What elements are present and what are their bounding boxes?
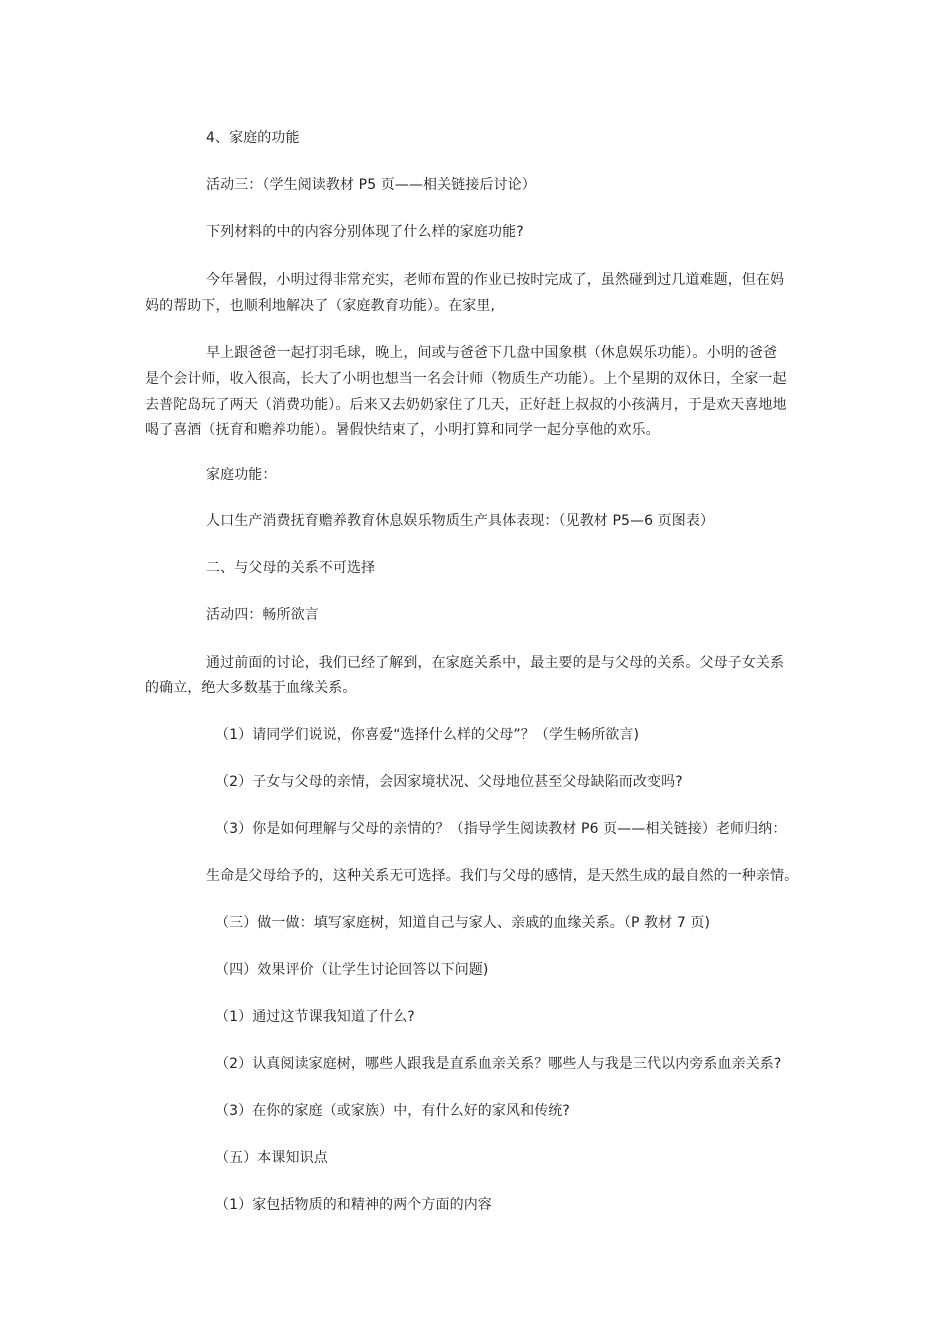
section-heading-parents: 二、与父母的关系不可选择 [206,560,376,576]
family-functions-label: 家庭功能： [206,467,277,483]
story-paragraph-line: 妈的帮助下，也顺利地解决了（家庭教育功能）。在家里, [145,298,496,314]
story-paragraph-line: 今年暑假，小明过得非常充实，老师布置的作业已按时完成了，虽然碰到过几道难题，但在妈 [206,272,785,288]
story-paragraph-line: 去普陀岛玩了两天（消费功能）。后来又去奶奶家住了几天，正好赶上叔叔的小孩满月，于是欢天喜地地 [145,397,787,413]
section-heading-family-functions: 4、家庭的功能 [206,130,300,146]
discussion-paragraph-line: 通过前面的讨论，我们已经了解到，在家庭关系中，最主要的是与父母的关系。父母子女关系 [206,655,785,671]
question-item: （2）子女与父母的亲情，会因家境状况、父母地位甚至父母缺陷而改变吗? [215,774,683,790]
story-paragraph-line: 早上跟爸爸一起打羽毛球，晚上，间或与爸爸下几盘中国象棋（休息娱乐功能）。小明的爸爸 [206,345,778,361]
section-heading-evaluation: （四）效果评价（让学生讨论回答以下问题) [215,962,489,978]
summary-paragraph: 生命是父母给予的，这种关系无可选择。我们与父母的感情，是天然生成的最自然的一种亲情。 [206,868,799,884]
evaluation-item: （2）认真阅读家庭树，哪些人跟我是直系血亲关系？哪些人与我是三代以内旁系血亲关系? [215,1056,782,1072]
activity-three-paragraph: 活动三：（学生阅读教材 P5 页——相关链接后讨论） [206,177,536,193]
story-paragraph-line: 喝了喜酒（抚育和赡养功能）。暑假快结束了，小明打算和同学一起分享他的欢乐。 [145,422,660,438]
question-paragraph: 下列材料的中的内容分别体现了什么样的家庭功能? [206,224,524,240]
evaluation-item: （3）在你的家庭（或家族）中，有什么好的家风和传统? [215,1103,570,1119]
knowledge-point-item: （1）家包括物质的和精神的两个方面的内容 [215,1197,492,1213]
question-item: （3）你是如何理解与父母的亲情的？（指导学生阅读教材 P6 页——相关链接）老师归纳： [215,821,787,837]
section-heading-knowledge-points: （五）本课知识点 [215,1150,328,1166]
activity-four-heading: 活动四：畅所欲言 [206,607,319,623]
discussion-paragraph-line: 的确立，绝大多数基于血缘关系。 [145,680,357,696]
section-heading-do-it: （三）做一做：填写家庭树，知道自己与家人、亲戚的血缘关系。（P 教材 7 页) [215,915,711,931]
family-functions-list: 人口生产消费抚育赡养教育休息娱乐物质生产具体表现：（见教材 P5—6 页图表） [206,513,715,529]
evaluation-item: （1）通过这节课我知道了什么? [215,1009,415,1025]
question-item: （1）请同学们说说，你喜爱“选择什么样的父母”？（学生畅所欲言) [215,727,640,743]
story-paragraph-line: 是个会计师，收入很高，长大了小明也想当一名会计师（物质生产功能）。上个星期的双休日，全家一起 [145,371,787,387]
